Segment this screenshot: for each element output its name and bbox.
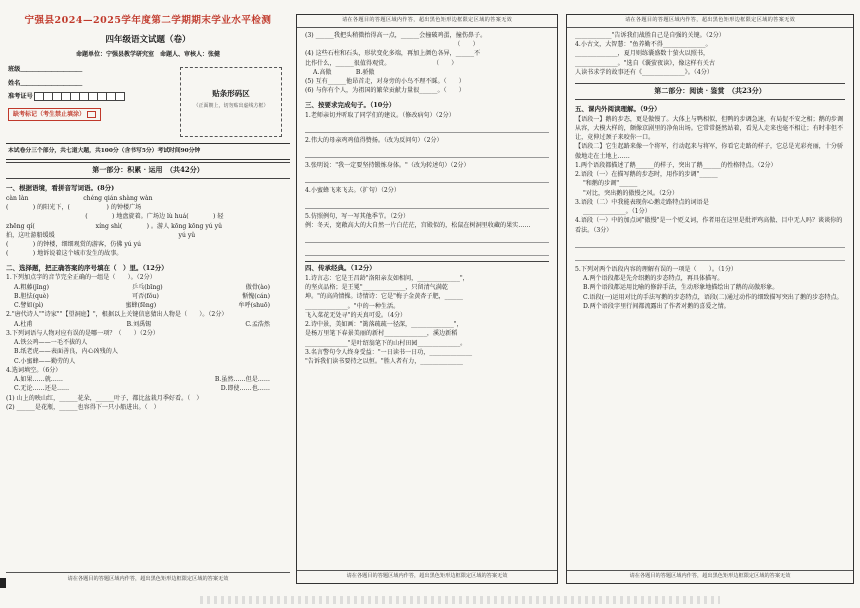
question: 3.语段（二）中我能表现你心鹅走路特点的词语是 [575,198,709,206]
fill-line: (5) 互有______他昂首走，对身旁的小鸟不理不睬。（ ） [305,78,465,86]
part2-title: 第二部分：阅读 · 鉴赏 （共23分） [575,83,845,100]
answer-line[interactable] [305,148,549,158]
col1-footer: 请在各题目的答题区域内作答，超出黑色矩形边框限定区域的答案无效 [6,572,290,584]
question: 2.语段（一）在描写鹅的步态时，用作的步调"______ [575,171,718,179]
q4-line: 是杨万里笔下春景美丽的新村______________，溪边新稻 [305,330,458,338]
q3-item: 5.仿照例句，写一写其他季节。（2分） [305,212,410,220]
q1-line: 拍，这吐游船缓缓 yú yǔ [6,231,196,239]
answer-zone-footer: 请在各题目的答题区域内作答，超出黑色矩形边框限定区域的答案无效 [297,570,557,583]
q4-line: 1.诗言志：它是王昌龄"洛阳亲友如相问，______________"， [305,274,469,282]
id-field[interactable]: 准考证号 [8,92,290,101]
q2-title: 二、选择题，把正确答案的序号填在（ ）里。（12分） [6,263,168,272]
q4-line: 2.诗中景，美如画："篱落疏疏一径深，______________"， [305,321,463,329]
fill-line: ______________，夏月则练囊盛数十萤火以照书， [575,50,710,58]
question: 1.两个语段都描述了鹅______的样子，突出了鹅______的性格特点。（2分） [575,161,777,169]
q2-1-options: B.胆怯(què) 可否(fǒu) 惭愧(cán) [14,292,270,300]
question: "对比，突出鹅的傲慢之风。（2分） [583,189,679,197]
q2-4-options: A.如果……就…… B.虽然……但是…… [14,376,270,384]
q5b-stem: 5.下列对两个语段内容的理解有误的一项是（ ）。（1分） [575,265,738,273]
fill-line: ____________"告诉我们战胜自己是自强的关键。（2分） [575,31,725,39]
answer-line[interactable] [575,238,845,248]
q2-3-stem: 3.下列词语与人物对应有误的是哪一项？（ ）（2分） [6,329,159,337]
question: ______________。（1分） [583,208,651,216]
q2-4-item: (2) ______是花瓶，______也容得下一只小船进出。（ ） [6,403,160,411]
q2-3-option: C.小蜜蜂——勤劳的人 [14,357,76,365]
q3-title: 三、按要求完成句子。（10分） [305,100,396,109]
q2-2-stem: 2."唐代诗人""诗家""【望洞庭】"，根据以上关键信息猜出人物是（ ）。（2分） [6,311,228,319]
q4-line: ______________"是叶绍翁笔下的山村田园______________。 [305,339,467,347]
column-3 [566,14,854,584]
student-info-form [6,65,290,135]
alignment-mark [0,578,6,588]
fill-line: 4.小古文，大智慧："鱼养勤不得______________。 [575,41,712,49]
q1-line: ( ) 的钟楼，细细观赏的游客，仿佛 yú yú [6,241,141,248]
q5b-option: A.两个语段都是先介绍鹅的步态特点，再具体描写。 [583,275,724,283]
absent-mark[interactable]: 缺考标记（考生禁止填涂） [8,108,101,121]
q2-1-options: C.譬如(pì) 蜜蜂(fēng) 牟呼(shuō) [14,302,270,310]
column-2 [296,14,558,584]
q1-line: ( ) 的阳光下，( ) 的钟楼广场 [6,204,142,211]
fill-line: (4) 这些石柱和石头，形状变化多端，再加上颜色各异，______不 [305,50,481,58]
exam-note: 本试卷分三个部分，共七道大题，共100分（含书写5分）考试时间90分钟 [6,143,290,160]
answer-line[interactable] [305,173,549,183]
q4-line: 的坚贞品格；是王冕"______________，只留清气满乾 [305,284,448,292]
q1-line: ( ) 地盘旋着。广场边 lù huá( ) 轻 [6,213,224,221]
q1-line: càn làn chéng qián shàng wàn [6,194,153,202]
class-field[interactable]: 班级＿＿＿＿＿＿＿＿＿＿ [8,66,83,74]
q2-3-option: B.纸老虎——表面善良，内心凶残的人 [14,348,118,356]
fill-line: ______________。"选自《囊萤夜读》，像这样有关古 [575,59,715,67]
exam-meta: 命题单位：宁强县教学研究室 命题人、审核人：张健 [75,51,220,59]
q4-line: 坤。"的高尚情操。诗情诗：它是"梅子金黄杏子肥，______ [305,293,463,301]
q4-line: 3.名言警句令人终身受益："一日读书一日功，______________ [305,348,473,356]
exam-title: 宁强县2024—2025学年度第二学期期末学业水平检测 [24,15,272,26]
passage: 【语段一】鹅的步态，更是傲慢了。大体上与鸭相似，但鸭的步调急速，有局促不安之相；鹅的步调从容，大模大样的，颇像京剧里的净角出场。它常常挺然站着，看见人走来也毫不相让；有时非但不让，竟伸过颈子来咬你一口。 [575,115,844,142]
example-text: 例：冬天，宽敞高大的大自然一片白茫茫，宫殿似的，松鼠在树洞里收藏的果实…… [305,221,531,229]
q5b-option: D.两个语段字里行间都流露出了作者对鹅的喜爱之情。 [583,302,730,310]
answer-line[interactable] [575,251,845,261]
question: "和鹅的步调"______ [583,180,638,188]
q5b-option: B.两个语段都运用比喻的修辞手法，生动形象地描绘出了鹅的高傲形象。 [583,284,779,292]
q2-1-options: A.粗藤(jīng) 乒乓(bīng) 傲骨(ào) [14,283,270,291]
answer-zone-footer: 请在各题目的答题区域内作答，超出黑色矩形边框限定区域的答案无效 [567,570,853,583]
fill-line: 人读书求学的故事还有《______________》。（4分） [575,68,713,76]
fill-line: (3) ______我把头稍微抬得高一点，______会撞破鸡蛋，撞伤鼻子。 [305,31,487,39]
q1-title: 一、根据语境，看拼音写词语。(8分) [6,183,115,192]
answer-line[interactable] [305,246,549,256]
scan-noise [200,596,720,604]
q4-line: "告诉我们读书要持之以恒。"胜人者有力，______________ [305,358,463,366]
q3-item: 3.张明说："我一定要坚持锻炼身体。"（改为转述句）（2分） [305,162,470,170]
q3-item: 2.伟大的母亲鸡鸡值得赞扬。（改为反问句）（2分） [305,136,443,144]
column-1 [6,14,290,584]
q1-body [6,194,290,259]
fill-line: 比作什么，______很值得观赏。 （ ） [305,59,458,67]
part1-title: 第一部分：积累 · 运用 （共42分） [6,162,290,179]
fill-line: （ ） [305,41,479,49]
q2-4-item: (1) 山上的映山红，______花朵，______叶子，都比盆栽月季好看。（ ） [6,394,203,402]
barcode-area: 贴条形码区 （正面朝上，切勿贴出虚线方框） [180,67,282,137]
q2-4-stem: 4.选词填空。（6分） [6,366,62,374]
q1-line: zhēng qí( xíng shì( ) 。游人 kōng kōng yú yǔ [6,222,223,230]
q4-line: ______________。"中的一种生活。 [305,302,400,310]
answer-zone-header: 请在各题目的答题区域内作答，超出黑色矩形边框限定区域的答案无效 [567,15,853,28]
q4-title: 四、传承经典。（12分） [305,261,549,274]
q2-1-stem: 1.下列加点字的音节完全正确的一组是（ ）。（2分） [6,274,156,282]
q3-item: 1.老师亲切并听取了同学们的建议。（修改病句）（2分） [305,111,455,119]
passage: 【语段二】它生起路来像一个将军，行动起来与将军，你看它走路的样子，它总是光彩亮丽，十分骄傲地走在土地上…… [575,143,844,160]
answer-line[interactable] [305,199,549,209]
answer-zone-header: 请在各题目的答题区域内作答，超出黑色矩形边框限定区域的答案无效 [297,15,557,28]
q5b-option: C.语段(一)运用对比的手法写鹅的步态特点，语段(二)通过动作的细致描写突出了鹅的步态特点。 [583,293,843,301]
q2-2-options: A.杜甫 B.刘禹锡 C.孟浩然 [14,320,270,328]
answer-line[interactable] [305,233,549,243]
answer-line[interactable] [305,123,549,133]
fill-line: (6) 与你有个人，为祖国的繁荣贡献力量很______。（ ） [305,87,465,95]
exam-subtitle: 四年级语文试题（卷） [105,35,191,46]
q3-item: 4.小蜜蜂飞来飞去。（扩句）（2分） [305,187,400,195]
fill-line: A.高傲 B.骄傲 [313,68,375,76]
q1-line: ( ) 地诉说着这个城市发生的故事。 [6,250,123,258]
q2-3-option: A.铁公鸡——一毛不拔的人 [14,339,88,347]
q2-4-options: C.无论……还是…… D.即使……也…… [14,385,270,393]
q4-line: 飞入菜花无处寻"的天真可爱。（4分） [305,311,407,319]
question: 4.语段（一）中的加点词"傲慢"是一个贬义词，作者用在这里是批评鸡高傲、目中无人吗？谈谈你的看法。（3分） [575,217,843,234]
name-field[interactable]: 姓名＿＿＿＿＿＿＿＿＿＿ [8,79,83,87]
q5-title: 五、课内外阅读理解。（9分） [575,104,661,113]
